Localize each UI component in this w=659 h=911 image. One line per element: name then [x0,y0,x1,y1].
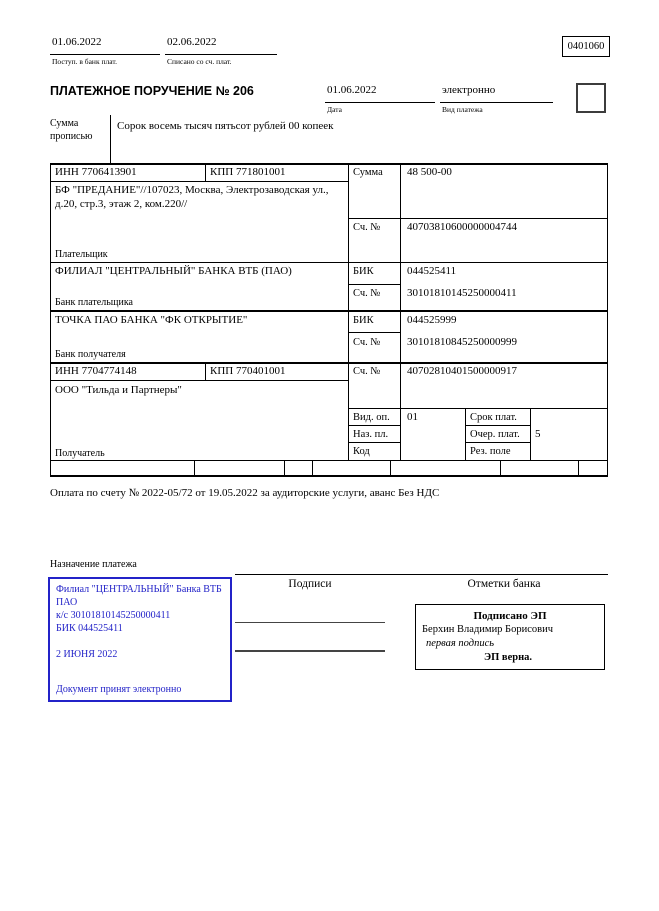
payment-kind-value: электронно [440,84,553,103]
amount-words-label: Сумма прописью [50,118,93,142]
grid-line [530,408,531,460]
grid-line [348,218,608,219]
grid-line [400,163,401,460]
amount-label: Сумма [353,167,383,178]
pay-purpose-code-label: Наз. пл. [353,429,389,440]
esign-title: Подписано ЭП [473,610,547,622]
payment-kind-field [440,84,553,114]
payer-inn: ИНН 7706413901 [55,166,137,178]
esign-status: ЭП верна. [484,651,533,663]
payer-bank-account-label: Сч. № [353,288,381,299]
esign-kind: первая подпись [426,637,495,649]
amount-words-value: Сорок восемь тысяч пятьсот рублей 00 копеек [117,120,334,132]
doc-date-value: 01.06.2022 [325,84,435,103]
payer-bank-bik: 044525411 [407,265,457,277]
payee-name: ООО "Тильда и Партнеры" [55,384,182,396]
payer-kpp: КПП 771801001 [210,166,286,178]
payee-bank-bik: 044525999 [407,314,457,326]
grid-line [312,460,313,477]
grid-line [607,163,608,477]
grid-line [348,425,400,426]
received-date-value: 01.06.2022 [50,36,160,55]
priority-value: 5 [535,428,541,440]
payee-bank-name: ТОЧКА ПАО БАНКА "ФК ОТКРЫТИЕ" [55,314,248,326]
grid-line [110,115,111,163]
payer-bank-account: 30101810145250000411 [407,287,517,299]
grid-line [465,408,466,460]
doc-date-field [325,84,435,114]
esign-box [415,604,605,670]
grid-line [50,163,51,477]
payee-section-label: Получатель [55,448,105,459]
signatures-label: Подписи [288,578,332,590]
received-date-field [50,36,160,66]
grid-line [205,362,206,380]
form-code-box: 0401060 [562,36,610,57]
grid-line [465,442,530,443]
payer-bank-name: ФИЛИАЛ "ЦЕНТРАЛЬНЫЙ" БАНКА ВТБ (ПАО) [55,265,292,277]
payer-bank-section-label: Банк плательщика [55,297,133,308]
bank-stamp [48,577,232,702]
debited-date-value: 02.06.2022 [165,36,277,55]
op-kind-label: Вид. оп. [353,412,390,423]
payee-inn: ИНН 7704774148 [55,365,137,377]
grid-line [50,460,608,461]
grid-line [578,460,579,477]
esign-signer: Берхин Владимир Борисович [422,624,553,636]
payee-kpp: КПП 770401001 [210,365,286,377]
payment-table [50,163,608,477]
grid-line [284,460,285,477]
code-label: Код [353,446,370,457]
payment-type-checkbox [576,83,606,113]
payee-account: 40702810401500000917 [407,365,517,377]
payer-account: 40703810600000004744 [407,221,517,233]
grid-line [235,574,608,575]
payer-bank-bik-label: БИК [353,266,374,277]
grid-line [500,460,501,477]
grid-line [465,425,530,426]
payer-name: БФ "ПРЕДАНИЕ"//107023, Москва, Электрозаводская ул., д.20, стр.3, этаж 2, ком.220// [55,184,329,211]
reserve-field-label: Рез. поле [470,446,511,457]
payment-kind-label: Вид платежа [442,105,483,114]
payee-bank-bik-label: БИК [353,315,374,326]
grid-line [50,475,608,477]
stamp-note: Документ принят электронно [56,684,182,695]
grid-line [50,310,608,312]
doc-date-label: Дата [327,105,342,114]
stamp-corr-account: к/с 30101810145250000411 [56,610,171,621]
document-title: ПЛАТЕЖНОЕ ПОРУЧЕНИЕ № 206 [50,84,254,98]
payee-bank-section-label: Банк получателя [55,349,126,360]
debited-date-field [165,36,277,66]
payer-account-label: Сч. № [353,222,381,233]
payee-bank-account-label: Сч. № [353,337,381,348]
stamp-bik: БИК 044525411 [56,623,123,634]
grid-line [50,380,348,381]
payee-bank-account: 30101810845250000999 [407,336,517,348]
stamp-date: 2 ИЮНЯ 2022 [56,649,118,660]
stamp-bank-name: Филиал "ЦЕНТРАЛЬНЫЙ" Банка ВТБ ПАО [56,584,222,608]
purpose-section-label: Назначение платежа [50,559,137,570]
debited-date-label: Списано со сч. плат. [167,57,232,66]
signature-line [235,650,385,652]
payee-account-label: Сч. № [353,366,381,377]
grid-line [348,442,400,443]
priority-label: Очер. плат. [470,429,520,440]
grid-line [50,262,608,263]
received-date-label: Поступ. в банк плат. [52,57,117,66]
grid-line [390,460,391,477]
grid-line [50,181,348,182]
grid-line [348,163,349,460]
grid-line [348,332,400,333]
bank-marks-label: Отметки банка [467,578,541,590]
pay-term-label: Срок плат. [470,412,517,423]
grid-line [194,460,195,477]
grid-line [348,408,608,409]
op-kind-value: 01 [407,411,418,423]
signature-line [235,622,385,623]
grid-line [348,284,400,285]
amount-value: 48 500-00 [407,166,452,178]
grid-line [205,163,206,181]
payer-section-label: Плательщик [55,249,108,260]
purpose-text: Оплата по счету № 2022-05/72 от 19.05.2022 за аудиторские услуги, аванс Без НДС [50,487,440,499]
